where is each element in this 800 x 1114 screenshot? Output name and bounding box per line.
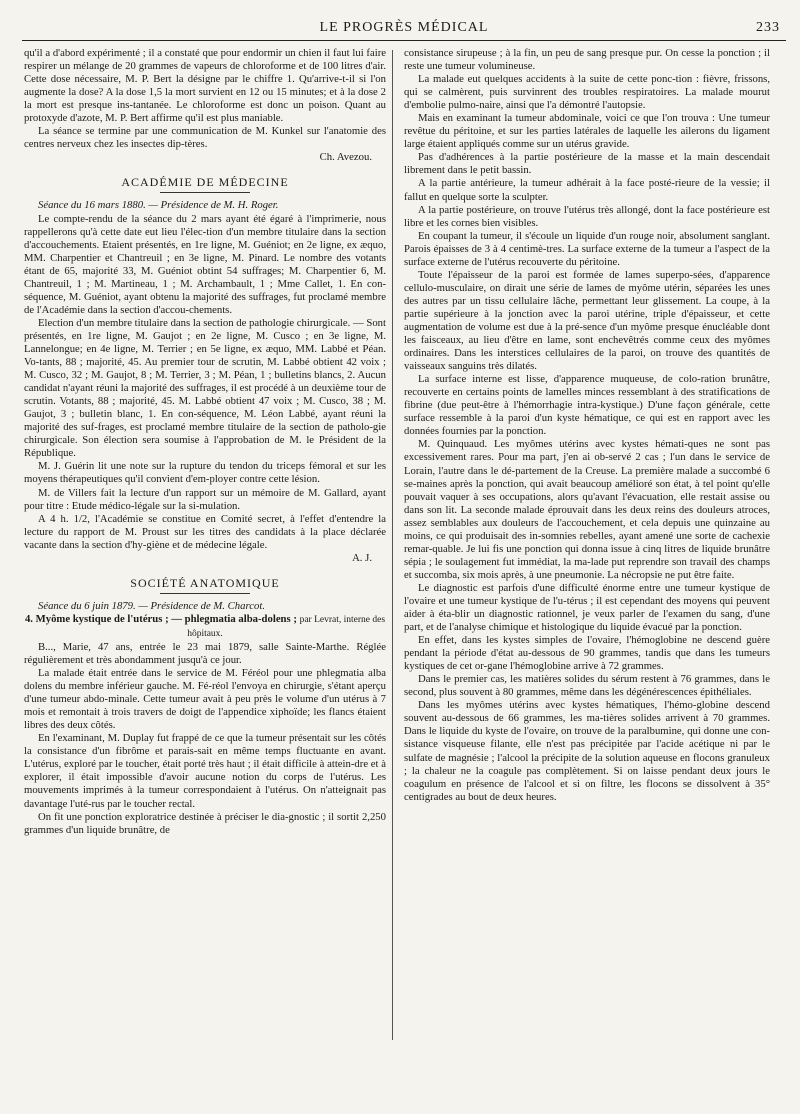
paragraph: La malade eut quelques accidents à la suite de cette ponc-tion : fièvre, frissons, qui se calmèrent, puis survinrent des troubles respiratoires. La malade mourut d'embolie pulmo-naire, ainsi que l'a démontré l'autopsie. <box>404 73 770 112</box>
paragraph: La séance se termine par une communication de M. Kunkel sur l'anatomie des centres nerveux chez les insectes dip-tères. <box>24 125 386 151</box>
section-rule <box>160 593 250 594</box>
paragraph: A la partie antérieure, la tumeur adhérait à la face posté-rieure de la vessie; il fallut en quelque sorte la sculpter. <box>404 177 770 203</box>
seance-line: Séance du 16 mars 1880. — Présidence de M. H. Roger. <box>38 199 279 212</box>
case-title <box>24 613 386 641</box>
paragraph: A la partie postérieure, on trouve l'utérus très allongé, dont la face postérieure est libre et les cornes bien visibles. <box>404 203 770 229</box>
paragraph: A 4 h. 1/2, l'Académie se constitue en Comité secret, à l'effet d'entendre la lecture du rapport de M. Proust sur les titres des candidats à la place déclarée vacante dans la section d'hy-giène et de médecine légale. <box>24 512 386 551</box>
paragraph: M. J. Guérin lit une note sur la rupture du tendon du triceps fémoral et sur les moyens thérapeutiques qu'il convient d'em-ployer contre cette lésion. <box>24 460 386 486</box>
header-rule <box>22 40 786 41</box>
column-divider <box>392 50 393 1040</box>
paragraph: Le compte-rendu de la séance du 2 mars ayant été égaré à l'imprimerie, nous rappellerons qu'à cette date eut lieu l'élec-tion d'un membre titulaire dans la section d'accouchements. Etaient présentés, en 1re ligne, M. Guéniot; en 2e ligne, ex æquo, MM. Charpentier et Chantreuil ; en 3e ligne, M. Pinard. Le nombre des votants étant de 65, majorité 33, M. Guéniot obtint 54 suffrages; M. Charpentier 6, M. Chantreuil, 1 ; M. Martineau, 1 ; M. Archambault, 1 ; Mme Callet, 1. En con-séquence, M. Guéniot, ayant obtenu la majorité des suffrages, fut proclamé membre de l'Académie dans la section d'accou-chements. <box>24 212 386 316</box>
left-column <box>24 47 386 837</box>
journal-title: LE PROGRÈS MÉDICAL <box>319 20 489 35</box>
section-title-societe: SOCIÉTÉ ANATOMIQUE <box>130 575 280 590</box>
paragraph: qu'il a d'abord expérimenté ; il a constaté que pour endormir un chien il faut lui faire respirer un mélange de 20 grammes de vapeurs de chloroforme et de 100 litres d'air. Cette dose nécessaire, M. P. Bert la désigne par le chiffre 1. Qu'arrive-t-il si l'on augmente la dose? A la dose 1,5 la mort survient en 12 ou 15 minutes; et à la dose 2 la mort est presque ins-tantanée. Le chloroforme est donc un poison. Quant au protoxyde d'azote, M. P. Bert affirme qu'il est plus maniable. <box>24 47 386 125</box>
right-column <box>404 47 770 804</box>
case-title-text: 4. Myôme kystique de l'utérus ; — phlegmatia alba-dolens ; <box>24 612 297 625</box>
paragraph: En coupant la tumeur, il s'écoule un liquide d'un rouge noir, absolument sanglant. Parois épaisses de 3 à 4 centimè-tres. La surface externe de la tumeur a l'aspect de la surface externe de l'utérus recouverte du péritoine. <box>404 229 770 268</box>
page-number: 233 <box>756 20 780 35</box>
paragraph: On fit une ponction exploratrice destinée à préciser le dia-gnostic ; il sortit 2,250 grammes d'un liquide brunâtre, de <box>24 810 386 836</box>
paragraph: La surface interne est lisse, d'apparence muqueuse, de colo-ration brunâtre, recouverte en certains points de lamelles minces ressemblant à des stratifications de fibrine (due peut-être à l'hémorrhagie intra-kystique.) D'une façon générale, cette surface ressemble à la paroi d'un kyste hématique, ce qui est en rapport avec les données fournies par la ponction. <box>404 373 770 438</box>
paragraph: M. de Villers fait la lecture d'un rapport sur un mémoire de M. Gallard, ayant pour titre : Etude médico-légale sur la si-mulation. <box>24 486 386 512</box>
paragraph: Dans le premier cas, les matières solides du sérum restent à 76 grammes, dans le second, plus souvent à 80 grammes, même dans les dégénérescences épithéliales. <box>404 673 770 699</box>
paragraph: Le diagnostic est parfois d'une difficulté énorme entre une tumeur kystique de l'ovaire et une tumeur kystique de l'u-térus ; il est cependant des moyens qui peuvent aider à éta-blir un diagnostic rationnel, je veux parler de l'examen du sang, d'une part, et de l'analyse chimique et histologique du liquide évacué par la ponction. <box>404 581 770 634</box>
seance-line: Séance du 6 juin 1879. — Présidence de M. Charcot. <box>38 599 265 612</box>
paragraph: consistance sirupeuse ; à la fin, un peu de sang presque pur. On cesse la ponction ; il reste une tumeur volumineuse. <box>404 47 770 73</box>
paragraph: Election d'un membre titulaire dans la section de pathologie chirurgicale. — Sont présentés, en 1re ligne, M. Gaujot ; en 2e ligne, M. Cusco ; en 3e ligne, M. Lannelongue; en 4e ligne, M. Terrier ; en 5e ligne, ex æquo, MM. Labbé et Péan. Vo-tants, 88 ; majorité, 45. Au premier tour de scrutin, M. Labbé obtient 42 voix ; M. Cusco, 32 ; M. Gaujot, 8 ; M. Terrier, 3 ; M. Péan, 1 ; bulletins blancs, 2. Aucun candidat n'ayant réuni la majorité des suffrages, il est procédé à un deuxième tour de scrutin. Votants, 88 ; majorité, 45. M. Labbé obtient 47 voix ; M. Cusco, 38 ; M. Gaujot, 3 ; bulletin blanc, 1. En con-séquence, M. Léon Labbé, ayant réuni la majorité des suf-frages, est proclamé membre titulaire de la section de patholo-gie chirurgicale. Son élection sera soumise à l'approbation de M. le Président de la République. <box>24 316 386 460</box>
paragraph: En l'examinant, M. Duplay fut frappé de ce que la tumeur présentait sur les côtés la consistance d'un fibrôme et parais-sait en même temps fluctuante en avant. L'utérus, exploré par le toucher, était porté très haut ; il était difficile à attein-dre et à explorer, il était impossible d'avoir aucune notion du corps de l'utérus. Les mouvements imprimés à la tumeur correspondaient à l'utérus. On n'atteignait pas davantage l'uté-rus par le toucher rectal. <box>24 732 386 810</box>
signature: Ch. Avezou. <box>319 151 372 164</box>
paragraph: B..., Marie, 47 ans, entrée le 23 mai 1879, salle Sainte-Marthe. Réglée régulièrement et très abondamment jusqu'à ce jour. <box>24 640 386 667</box>
section-title-academie: ACADÉMIE DE MÉDECINE <box>121 175 289 190</box>
paragraph: En effet, dans les kystes simples de l'ovaire, l'hémoglobine ne descend guère pendant la période d'état au-dessous de 90 grammes, tandis que dans les tumeurs kystiques de cet or-gane l'hémoglobine arrive à 72 grammes. <box>404 634 770 673</box>
paragraph: Dans les myômes utérins avec kystes hématiques, l'hémo-globine descend souvent au-dessous de 66 grammes, les ma-tières solides arrivent à 70 grammes. Dans le liquide du kyste de l'ovaire, on trouve de la paralbumine, qui donne une con-sistance visqueuse filante, elle n'est pas précipitée par l'acide acétique ni par le sulfate de magnésie ; l'alcool la précipite de la solution aqueuse en flocons granuleux ; la chaleur ne la coagule pas complètement. Si on laisse pendant deux jours le coagulum en présence de l'alcool et si on filtre, les flocons se dissolvent à 35° centigrades au bout de deux heures. <box>404 699 770 803</box>
running-head <box>24 18 784 38</box>
section-rule <box>160 192 250 193</box>
signature: A. J. <box>352 551 372 564</box>
paragraph: M. Quinquaud. Les myômes utérins avec kystes hémati-ques ne sont pas excessivement rares. Pour ma part, j'en ai ob-servé 2 cas ; l'un dans le service de Lorain, l'autre dans le dé-partement de la Creuse. La première malade a succombé 6 se-maines après la ponction, qui avait beaucoup amélioré son état, à tel point qu'elle pouvait vaquer à ses occupations, alors qu'avant l'évacuation, elle restait assise ou dans son lit. La seconde malade éprouvait dans les deux reins des douleurs atroces, assez semblables aux douleurs de l'accouchement, et cela depuis une quinzaine au moins, ce qui produisait des in-somnies rebelles, ayant amené une sorte de cachexie remar-quable. Je lui fis une ponction qui donna issue à cinq litres de liquide brunâtre sépia ; le soulagement fut immédiat, la ma-lade put reprendre son travail des champs et succomba, six mois après, à une pneumonie. La nécropsie ne put être faite. <box>404 438 770 581</box>
paragraph: Mais en examinant la tumeur abdominale, voici ce que l'on trouva : Une tumeur revêtue du péritoine, et sur les parties latérales de laquelle les ailerons du ligament large étaient appliqués comme sur un utérus gravide. <box>404 112 770 151</box>
paragraph: Pas d'adhérences à la partie postérieure de la masse et la main descendait librement dans le petit bassin. <box>404 151 770 177</box>
case-author: par Levrat, interne des hôpitaux. <box>187 614 386 639</box>
paragraph: Toute l'épaisseur de la paroi est formée de lames superpo-sées, d'apparence cellulo-musculaire, on dirait une série de lames de myôme utérin, séparées les unes des autres par un tissu cellulaire lâche, permettant leur glissement. La coupe, à la partie supérieure à la jonction avec la paroi utérine, triple d'épaisseur, et cette augmentation de volume est due à la pré-sence d'un myôme presque énucléable dont les faisceaux, au lieu d'être en lame, sont enchevêtrés comme ceux des myômes ordinaires. Dans les interstices cellulaires de la paroi, on trouve des quantités de vaisseaux sanguins très dilatés. <box>404 268 770 373</box>
paragraph: La malade était entrée dans le service de M. Féréol pour une phlegmatia alba dolens du membre inférieur gauche. M. Fé-réol l'envoya en chirurgie, s'étant aperçu d'une tumeur abdo-minale. Cette tumeur avait à peu près le volume d'un utérus à 7 mois et remontait à trois travers de doigt de l'appendice xiphoïde; les flancs étaient libres des deux côtés. <box>24 667 386 732</box>
